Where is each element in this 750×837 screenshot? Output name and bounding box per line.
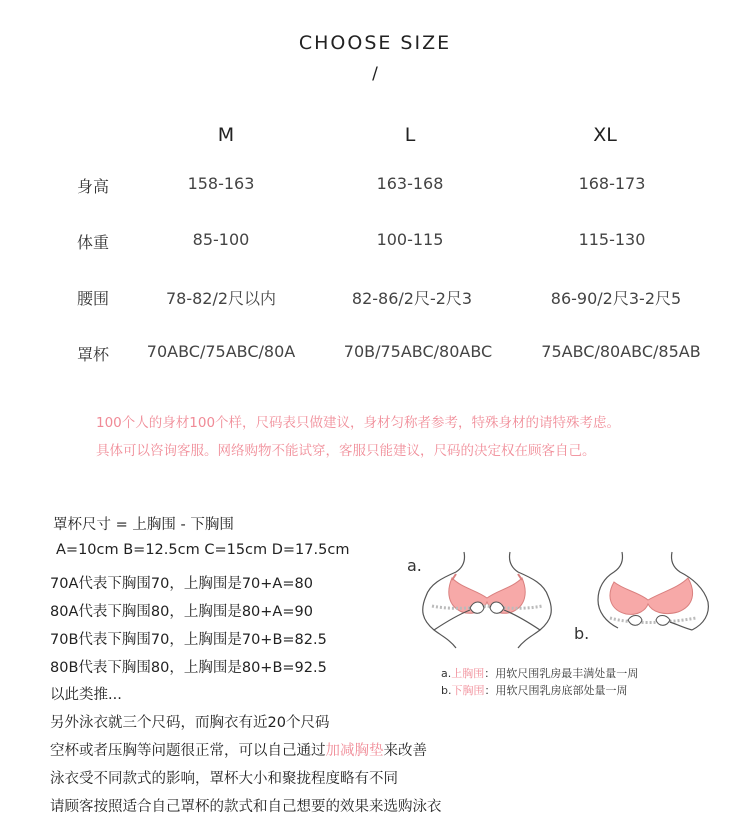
cup-example-4: 80B代表下胸围80，上胸围是80+B=92.5	[50, 660, 327, 676]
page-title: CHOOSE SIZE	[298, 32, 452, 54]
choose-note: 请顾客按照适合自己罩杯的款式和自己想要的效果来选购泳衣	[50, 799, 442, 815]
pad-note	[50, 739, 427, 760]
legend-b-prefix: b.	[441, 684, 452, 697]
upper-bust-illustration	[412, 548, 562, 660]
pad-note-suffix: 来改善	[383, 743, 427, 759]
cell-height-l: 163-168	[376, 174, 444, 193]
cell-waist-l: 82-86/2尺-2尺3	[351, 289, 473, 308]
cell-weight-l: 100-115	[376, 230, 444, 249]
size-header-l: L	[404, 124, 416, 146]
legend-upper-bust	[441, 665, 638, 681]
under-bust-illustration	[592, 548, 722, 648]
title-separator: /	[372, 64, 378, 84]
row-label-height: 身高	[77, 177, 110, 196]
figure-label-b: b.	[574, 624, 590, 643]
cup-formula: 罩杯尺寸 = 上胸围 - 下胸围	[53, 517, 234, 533]
cup-etc: 以此类推...	[50, 687, 122, 703]
cell-height-xl: 168-173	[578, 174, 646, 193]
legend-under-bust	[441, 682, 627, 698]
cell-cup-m: 70ABC/75ABC/80A	[146, 342, 296, 361]
legend-b-key: 下胸围	[451, 684, 485, 697]
cell-weight-m: 85-100	[192, 230, 250, 249]
cell-waist-m: 78-82/2尺以内	[165, 289, 277, 308]
cell-cup-xl: 75ABC/80ABC/85AB	[541, 342, 701, 361]
row-label-cup: 罩杯	[77, 345, 110, 364]
legend-a-text: ：用软尺围乳房最丰满处量一周	[484, 667, 639, 680]
size-header-xl: XL	[593, 124, 617, 146]
pad-note-prefix: 空杯或者压胸等问题很正常，可以自己通过	[50, 743, 326, 759]
legend-a-key: 上胸围	[451, 667, 485, 680]
cup-example-2: 80A代表下胸围80，上胸围是80+A=90	[50, 604, 313, 620]
cell-cup-l: 70B/75ABC/80ABC	[343, 342, 493, 361]
cup-example-3: 70B代表下胸围70，上胸围是70+B=82.5	[50, 632, 327, 648]
size-advice-note-2: 具体可以咨询客服。网络购物不能试穿，客服只能建议，尺码的决定权在顾客自己。	[96, 443, 596, 459]
size-header-m: M	[217, 124, 235, 146]
figure-label-a: a.	[407, 556, 422, 575]
swim-size-note: 另外泳衣就三个尺码，而胸衣有近20个尺码	[50, 715, 330, 731]
cup-differences: A=10cm B=12.5cm C=15cm D=17.5cm	[56, 542, 350, 558]
legend-a-prefix: a.	[441, 667, 452, 680]
cup-example-1: 70A代表下胸围70，上胸围是70+A=80	[50, 576, 313, 592]
pad-note-highlight: 加减胸垫	[325, 743, 384, 759]
cell-weight-xl: 115-130	[578, 230, 646, 249]
row-label-weight: 体重	[77, 233, 110, 252]
size-advice-note-1: 100个人的身材100个样，尺码表只做建议，身材匀称者参考，特殊身材的请特殊考虑。	[96, 415, 621, 431]
cell-waist-xl: 86-90/2尺3-2尺5	[550, 289, 682, 308]
legend-b-text: ：用软尺围乳房底部处量一周	[484, 684, 628, 697]
style-note: 泳衣受不同款式的影响，罩杯大小和聚拢程度略有不同	[50, 771, 398, 787]
row-label-waist: 腰围	[77, 289, 110, 308]
cell-height-m: 158-163	[187, 174, 255, 193]
